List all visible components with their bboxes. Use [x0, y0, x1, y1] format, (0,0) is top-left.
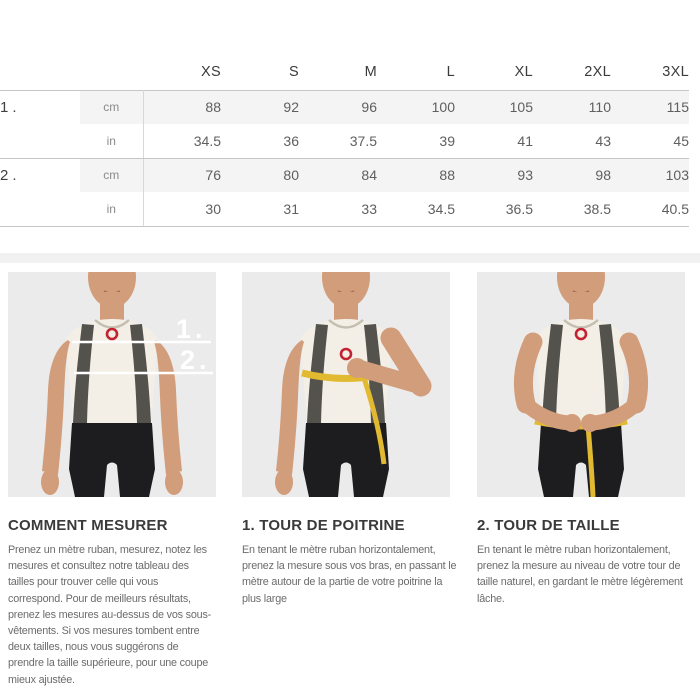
size-value-cell: 37.5	[299, 124, 377, 158]
instruction-title: COMMENT MESURER	[8, 517, 168, 534]
size-value-cell: 34.5	[377, 192, 455, 226]
size-column-header: XS	[201, 64, 221, 81]
size-value-cell: 80	[221, 158, 299, 192]
size-value-cell: 105	[455, 90, 533, 124]
person-torso-illustration	[8, 272, 216, 497]
size-value-cell: 34.5	[143, 124, 221, 158]
hand	[563, 414, 581, 432]
castelli-logo-icon	[341, 349, 351, 359]
size-value-cell: 76	[143, 158, 221, 192]
size-value-cell: 115	[611, 90, 689, 124]
size-value-cell: 31	[221, 192, 299, 226]
size-value-cell: 43	[533, 124, 611, 158]
size-column-header: S	[289, 64, 299, 81]
instruction-body: En tenant le mètre ruban horizontalement, prenez la mesure sous vos bras, en passant le mètre autour de la partie de votre poitrine la plus large	[242, 544, 457, 605]
measurement-row-number: 2.	[0, 166, 21, 184]
instruction-body: En tenant le mètre ruban horizontalement, prenez la mesure au niveau de votre tour de taille naturel, en gardant le mètre légèrement lâche.	[477, 544, 683, 605]
size-value-cell: 39	[377, 124, 455, 158]
waist-cm-row	[0, 158, 689, 192]
right-upper-arm	[629, 342, 639, 404]
empty-cell	[0, 192, 80, 226]
unit-label: in	[80, 192, 143, 226]
person-torso-illustration	[477, 272, 685, 497]
size-value-cell: 36	[221, 124, 299, 158]
size-column-header: 3XL	[662, 64, 689, 81]
castelli-logo-icon	[576, 329, 586, 339]
size-value-cell: 110	[533, 90, 611, 124]
left-upper-arm	[523, 342, 533, 404]
size-column-header: XL	[514, 64, 533, 81]
waist-line-label: 2.	[180, 345, 211, 375]
figure-measurement-points	[8, 272, 216, 497]
size-value-cell: 38.5	[533, 192, 611, 226]
size-value-cell: 45	[611, 124, 689, 158]
instruction-title: 1. TOUR DE POITRINE	[242, 517, 405, 534]
chest-line-label: 1.	[176, 314, 207, 344]
size-column-header: L	[446, 64, 455, 81]
size-value-cell: 36.5	[455, 192, 533, 226]
chest-cm-row	[0, 90, 689, 124]
unit-label: in	[80, 124, 143, 158]
size-value-cell: 41	[455, 124, 533, 158]
size-value-cell: 84	[299, 158, 377, 192]
chest-in-row	[0, 124, 689, 158]
figure-chest-measurement	[242, 272, 450, 497]
divider-strip	[0, 253, 700, 263]
castelli-logo-icon	[107, 329, 117, 339]
size-value-cell: 103	[611, 158, 689, 192]
size-value-cell: 30	[143, 192, 221, 226]
instruction-title: 2. TOUR DE TAILLE	[477, 517, 620, 534]
size-value-cell: 98	[533, 158, 611, 192]
instruction-chest	[242, 517, 458, 607]
unit-label: cm	[80, 90, 143, 124]
size-value-cell: 33	[299, 192, 377, 226]
unit-label: cm	[80, 158, 143, 192]
instruction-how-to-measure	[8, 517, 212, 688]
instruction-body: Prenez un mètre ruban, mesurez, notez les mesures et consultez notre tableau des tailles pour trouver celle qui vous correspond. Pour de meilleurs résultats, prenez les mesures au-dessus de vos sous-vêtements. Si vos mesures tombent entre deux tailles, nous vous suggérons de prendre la taille supérieure, pour une coupe mieux ajustée.	[8, 544, 212, 686]
instruction-waist	[477, 517, 691, 607]
hand	[581, 414, 599, 432]
size-value-cell: 93	[455, 158, 533, 192]
empty-cell	[80, 55, 143, 90]
size-value-cell: 100	[377, 90, 455, 124]
empty-cell	[0, 55, 80, 90]
size-value-cell: 40.5	[611, 192, 689, 226]
empty-cell	[0, 124, 80, 158]
hand	[347, 358, 367, 378]
size-column-header: M	[364, 64, 377, 81]
size-chart-table	[0, 55, 689, 227]
size-value-cell: 92	[221, 90, 299, 124]
size-value-cell: 96	[299, 90, 377, 124]
size-header-row	[0, 55, 689, 90]
size-value-cell: 88	[377, 158, 455, 192]
figure-waist-measurement	[477, 272, 685, 497]
size-value-cell: 88	[143, 90, 221, 124]
size-column-header: 2XL	[584, 64, 611, 81]
measurement-row-number: 1.	[0, 90, 80, 124]
waist-in-row	[0, 192, 689, 226]
